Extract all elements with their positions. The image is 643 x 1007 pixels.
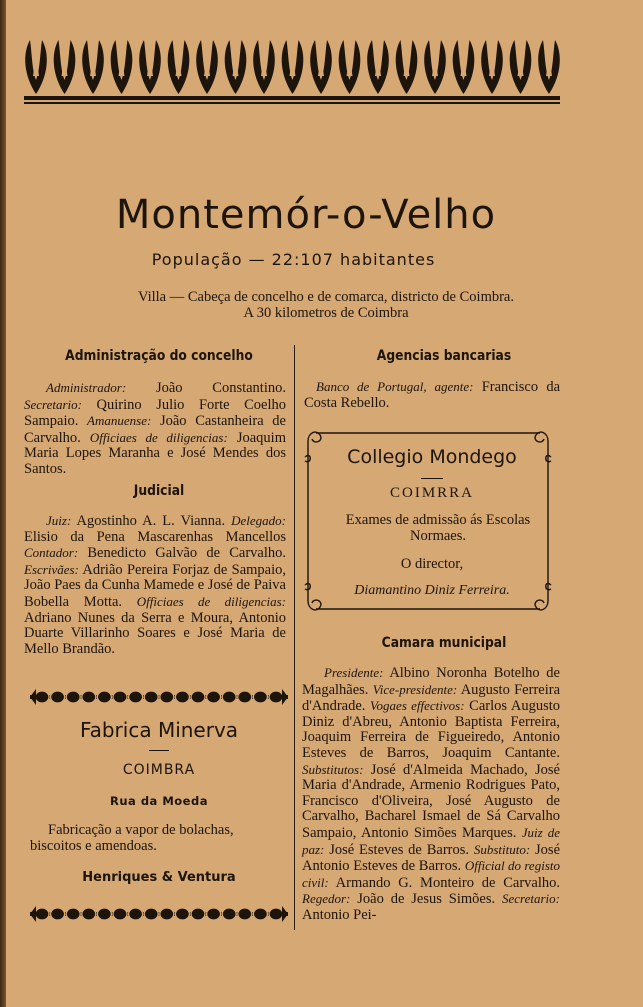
ad-fabrica-description: Fabricação a vapor de bolachas, biscoitos e amendoas. (30, 822, 234, 854)
leaf-cut (33, 56, 39, 76)
ad-rule (149, 750, 169, 751)
leaf-cut (318, 56, 324, 76)
population-line: População — 22:107 habitantes (151, 250, 436, 269)
entry-label: Presidente: (324, 665, 384, 680)
leaf-cut (233, 56, 239, 76)
entry-label: Delegado: (231, 513, 286, 528)
entry-label: Officiaes de diligencias: (136, 593, 286, 609)
camara-paragraph (302, 665, 560, 924)
ad-fabrica-firm: Henriques & Ventura (82, 870, 236, 885)
entry-text: Augusto Ferreira d'Andrade. (302, 681, 561, 715)
college-description: Exames de admissão ás Escolas Normaes. (345, 512, 531, 544)
entry-text: José d'Almeida Machado, José Maria d'Andrade, Armenio Rodrigues Pato, Francisco d'Oliveira, José Augusto de Carvalho, Bacharel Ismael de Sá Carvalho Sampaio, Antonio Simões Marques. (302, 761, 560, 841)
leaf-cut (461, 56, 467, 76)
entry-label: Escrivães: (24, 561, 79, 577)
leaf-cut (432, 56, 438, 76)
ad-fabrica-street: Rua da Moeda (110, 794, 208, 808)
entry-label: Regedor: (302, 891, 351, 907)
entry-label: Vogaes effectivos: (370, 698, 465, 714)
bank-paragraph (304, 379, 560, 411)
decorative-leaf-band (22, 36, 562, 108)
college-city: COIMRRA (389, 485, 474, 501)
leaf-cut (546, 56, 552, 76)
entry-label: Juiz: (46, 513, 72, 528)
leaf-cut (261, 56, 267, 76)
leaf-cut (518, 56, 524, 76)
judicial-text (24, 513, 286, 657)
entry-text: Francisco da Costa Rebello. (304, 379, 561, 411)
leaf-cut (90, 56, 96, 76)
leaf-cut (119, 56, 125, 76)
admin-paragraph (24, 380, 286, 478)
villa-line-1: Villa — Cabeça de concelho e de comarca, districto de Coimbra. (138, 289, 514, 305)
judicial-paragraph (24, 513, 286, 657)
leaf-cut (489, 56, 495, 76)
leaf-cut (176, 56, 182, 76)
admin-text (24, 380, 286, 478)
printed-page (6, 0, 643, 1007)
ad-fabrica-name: Fabrica Minerva (79, 718, 239, 742)
entry-text: João Castanheira de Carvalho. (24, 413, 286, 446)
entry-text: Adrião Pereira Forjaz de Sampaio, João Paes da Cunha Mamede e José de Paiva Bobella Motta. (24, 561, 286, 610)
heading-agencias: Agencias bancarias (376, 348, 512, 364)
entry-label: Secretario: (24, 396, 82, 412)
entry-text: José Esteves de Barros. (324, 841, 474, 858)
entry-text: Adriano Nunes da Serra e Moura, Antonio Duarte Villarinho Soares e José Maria de Mello Brandão. (24, 609, 286, 657)
entry-text: João de Jesus Simões. (350, 891, 502, 908)
entry-text: Antonio Pei- (302, 906, 377, 923)
heading-administracao: Administração do concelho (65, 348, 253, 364)
entry-text: Albino Noronha Botelho de Magalhães. (302, 665, 560, 698)
leaf-cut (62, 56, 68, 76)
ornamental-band-top (30, 686, 288, 708)
villa-line-2: A 30 kilometros de Coimbra (243, 305, 409, 321)
entry-label: Amanuense: (87, 413, 152, 429)
entry-label: Vice-presidente: (372, 681, 458, 697)
entry-label: Official do registo civil: (302, 858, 560, 890)
entry-label: Contador: (24, 545, 79, 561)
leaf-cut (290, 56, 296, 76)
camara-text (302, 665, 560, 924)
college-director-label: O director, (400, 556, 464, 572)
ornamental-band-bottom (30, 903, 288, 925)
college-name: Collegio Mondego (347, 446, 517, 468)
entry-text: José Antonio Esteves de Barros. (302, 841, 561, 875)
heading-judicial: Judicial (133, 483, 185, 499)
heading-camara: Camara municipal (381, 635, 507, 651)
entry-text: Carlos Augusto Diniz d'Abreu, Antonio Baptista Ferreira, Joaquim Ferreira de Figueiredo, Antonio Esteves de Barros, Joaquim Cantante. (302, 698, 560, 761)
column-divider (294, 345, 295, 930)
entry-text: Quirino Julio Forte Coelho Sampaio. (24, 396, 286, 430)
entry-text: Joaquim Maria Lopes Maranha e José Mendes dos Santos. (24, 429, 286, 477)
entry-text: João Constantino. (126, 380, 286, 396)
entry-text: Elisio da Pena Mascarenhas Mancellos (24, 528, 286, 545)
entry-label: Substituto: (473, 841, 531, 857)
entry-text: Armando G. Monteiro de Carvalho. (328, 874, 560, 891)
leaf-cut (404, 56, 410, 76)
entry-text: Benedicto Galvão de Carvalho. (78, 545, 286, 562)
page-title: Montemór-o-Velho (115, 192, 497, 238)
leaf-cut (375, 56, 381, 76)
leaf-cut (347, 56, 353, 76)
entry-label: Banco de Portugal, agente: (316, 379, 474, 394)
entry-label: Administrador: (46, 380, 127, 395)
entry-label: Substitutos: (302, 761, 364, 777)
bank-text (304, 379, 560, 411)
leaf-cut (147, 56, 153, 76)
entry-label: Secretario: (502, 891, 560, 907)
college-rule (421, 478, 443, 479)
college-director-name: Diamantino Diniz Ferreira. (354, 583, 510, 598)
entry-text: Agostinho A. L. Vianna. (71, 513, 232, 529)
ad-fabrica-city: COIMBRA (122, 762, 196, 778)
entry-label: Officiaes de diligencias: (89, 429, 228, 445)
entry-label: Juiz de paz: (302, 824, 560, 857)
villa-description (66, 289, 586, 321)
leaf-cut (204, 56, 210, 76)
